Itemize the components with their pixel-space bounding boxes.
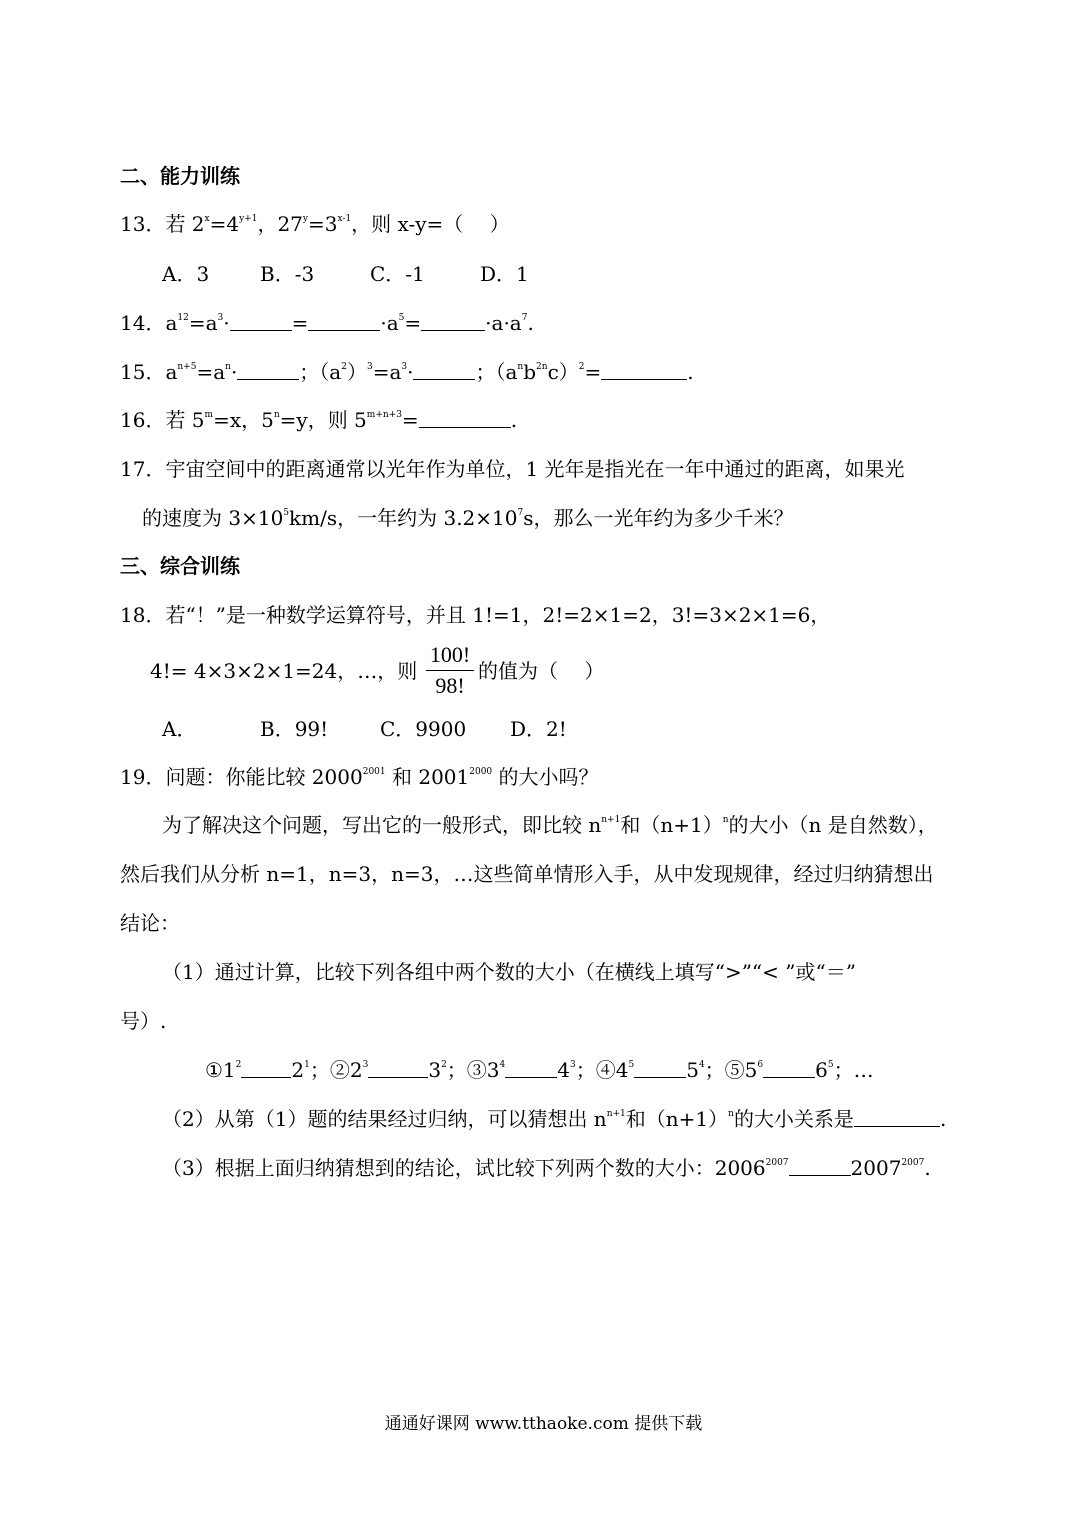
option-d[interactable]: D．2!	[510, 717, 567, 741]
question-18-line-2b: 的值为（ ）	[478, 659, 605, 683]
fraction-numerator: 100!	[429, 642, 471, 667]
question-19-part-2: （2）从第（1）题的结果经过归纳，可以猜想出 $n^{n+1}$和$(n+1)^n$的大小关系是 .	[162, 1107, 947, 1131]
option-c[interactable]: C．9900	[380, 717, 467, 741]
question-15: 15．$a^{n+5}=a^n\cdot$ ；$(a^2)^3=a^3\cdot$ ；$(a^nb^{2n}c)^2=$ .	[120, 360, 694, 384]
answer-blank[interactable]	[308, 314, 380, 331]
answer-blank[interactable]	[421, 314, 485, 331]
fraction-100-over-98	[426, 642, 474, 699]
question-17-line-2: 的速度为 $3\times 10^5km/s$，一年约为 $3.2\times 10^7s$，那么一光年约为多少千米？	[142, 506, 794, 530]
option-c[interactable]: C．-1	[370, 262, 425, 286]
question-13-options	[162, 264, 529, 284]
answer-blank[interactable]	[763, 1061, 815, 1078]
option-a[interactable]: A．3	[162, 262, 210, 286]
answer-blank[interactable]	[413, 363, 475, 380]
answer-blank[interactable]	[230, 314, 292, 331]
question-19-line-2: 为了解决这个问题，写出它的一般形式，即比较 $n^{n+1}$和$(n+1)^n$的大小（n 是自然数），	[162, 813, 938, 837]
option-d[interactable]: D．1	[480, 262, 529, 286]
question-19-line-3: 然后我们从分析 n=1，n=3，n=3，…这些简单情形入手，从中发现规律，经过归纳猜想出	[120, 862, 934, 886]
question-19-line-4: 结论：	[120, 911, 180, 935]
section-heading-ability: 二、能力训练	[120, 164, 240, 188]
option-b[interactable]: B．99!	[260, 717, 329, 741]
question-18-line-1: 18．若“！”是一种数学运算符号，并且 1!=1，2!=2×1=2，3!=3×2×1=6，	[120, 603, 831, 627]
fraction-denominator: 98!	[435, 673, 465, 698]
option-a[interactable]: A．	[162, 717, 197, 741]
question-14: 14．$a^{12}=a^3\cdot = \cdot a^5= \cdot a\cdot a^7$.	[120, 311, 534, 335]
comparison-row: $①1^2$ $2^1$；$②2^3$ $3^2$；$③3^4$ $4^3$；$④4^5$ $5^4$；$⑤5^6$ $6^5$；…	[205, 1058, 874, 1082]
question-19-line-1: 19．问题：你能比较 $2000^{2001}$ 和 $2001^{2000}$ 的大小吗？	[120, 765, 599, 789]
question-19-part-3: （3）根据上面归纳猜想到的结论，试比较下列两个数的大小：$2006^{2007}$ $2007^{2007}$.	[162, 1156, 931, 1180]
answer-blank[interactable]	[505, 1061, 557, 1078]
question-18-line-2a: 4!= 4×3×2×1=24，…，则	[150, 659, 418, 683]
answer-blank[interactable]	[854, 1110, 940, 1127]
section-heading-comprehensive: 三、综合训练	[120, 554, 240, 578]
question-17-line-1: 17．宇宙空间中的距离通常以光年作为单位，1 光年是指光在一年中通过的距离，如果光	[120, 457, 905, 481]
answer-blank[interactable]	[368, 1061, 428, 1078]
page-footer: 通通好课网 www.tthaoke.com 提供下载	[384, 1414, 703, 1434]
question-19-part-1: （1）通过计算，比较下列各组中两个数的大小（在横线上填写“>”“< ”或“＝”	[162, 960, 856, 984]
answer-blank[interactable]	[601, 363, 687, 380]
question-19-part-1-end: 号）.	[120, 1009, 167, 1033]
question-13: 13．若 $2^x=4^{y+1}$，$27^y=3^{x-1}$，则 x-y=（ ）	[120, 212, 510, 236]
answer-blank[interactable]	[237, 363, 299, 380]
question-16: 16．若 $5^m=x$，$5^n=y$，则 $5^{m+n+3}=$ .	[120, 408, 518, 432]
answer-blank[interactable]	[419, 411, 511, 428]
answer-blank[interactable]	[241, 1061, 291, 1078]
answer-blank[interactable]	[634, 1061, 686, 1078]
answer-blank[interactable]	[789, 1159, 851, 1176]
option-b[interactable]: B．-3	[260, 262, 315, 286]
question-18-options	[162, 719, 567, 739]
fraction-bar	[426, 670, 474, 671]
